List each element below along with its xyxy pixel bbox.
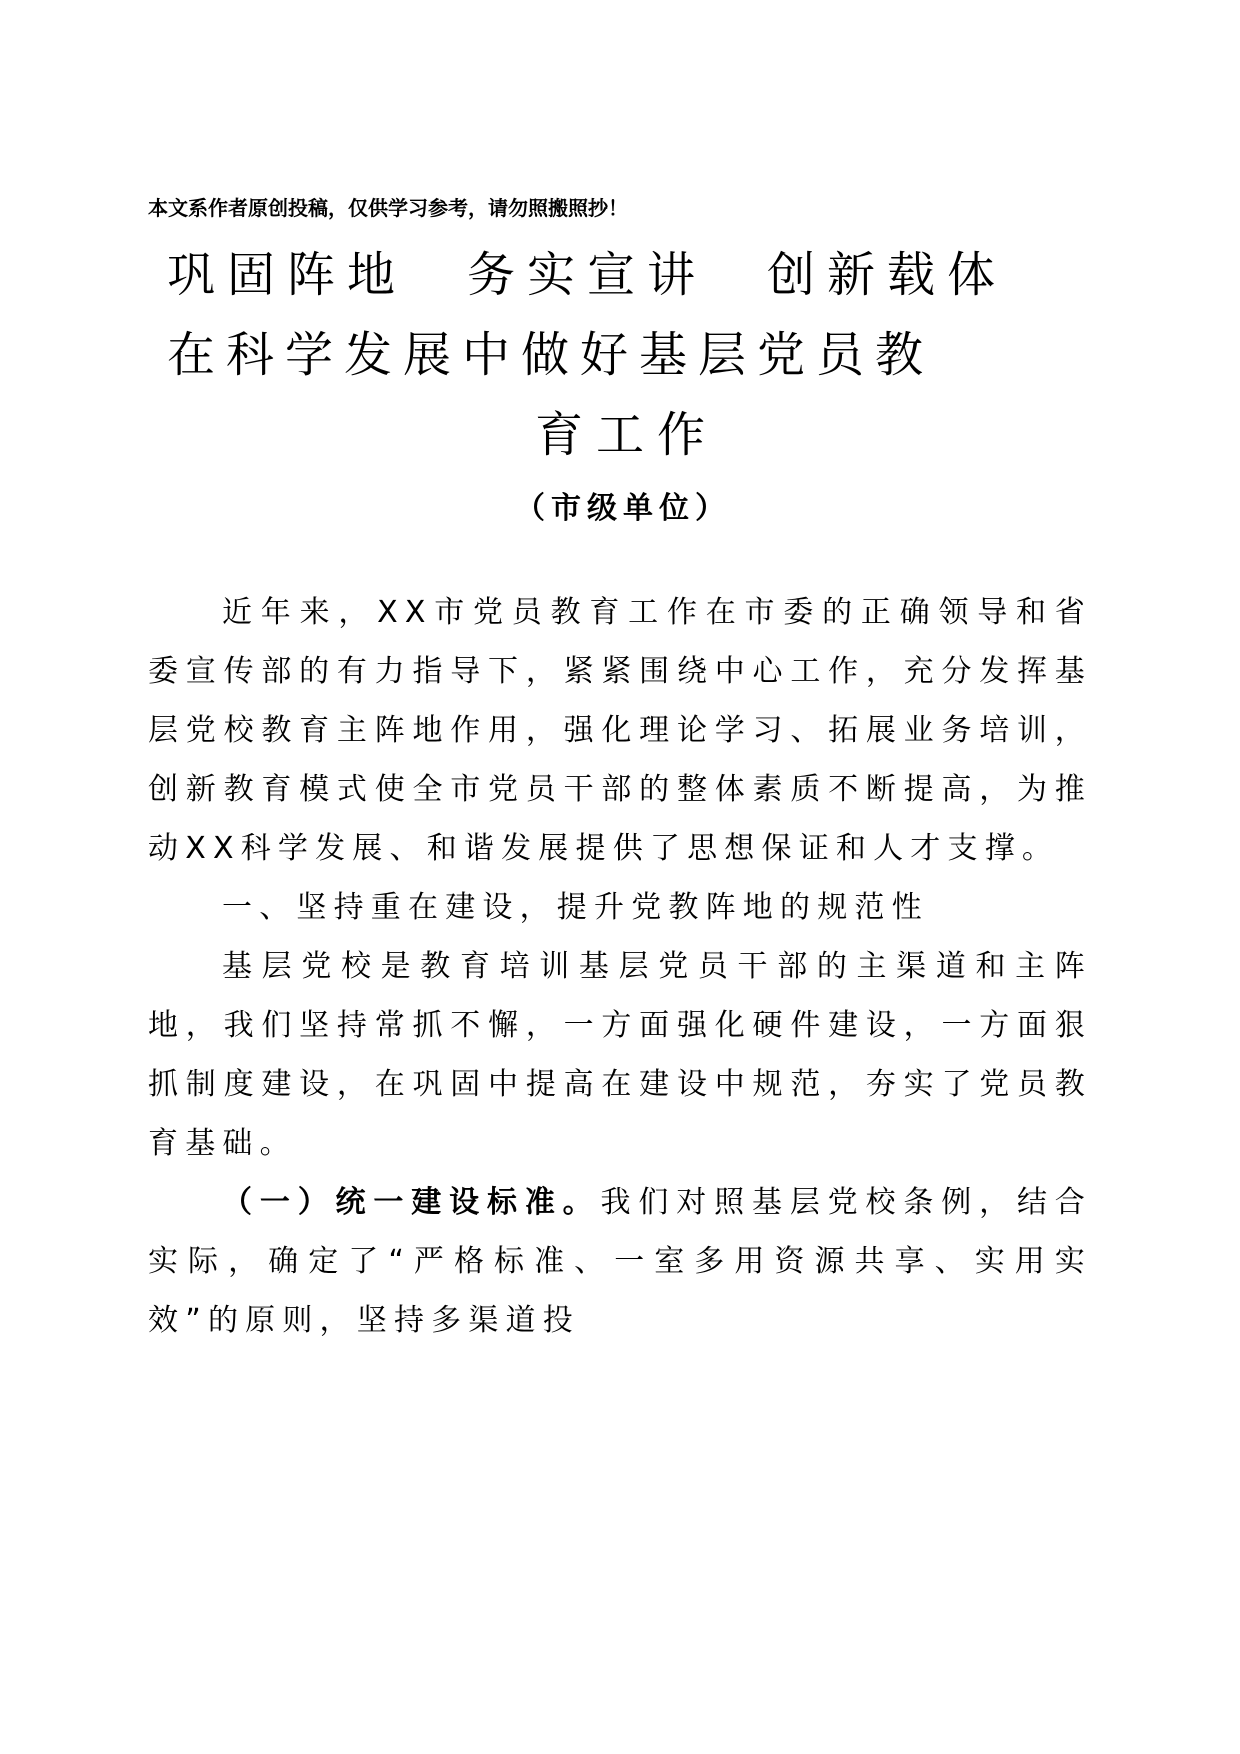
document-title-block <box>148 235 1092 475</box>
paragraph-opening: 近年来，XX市党员教育工作在市委的正确领导和省委宣传部的有力指导下，紧紧围绕中心工作，充分发挥基层党校教育主阵地作用，强化理论学习、拓展业务培训，创新教育模式使全市党员干部的整体素质不断提高，为推动XX科学发展、和谐发展提供了思想保证和人才支撑。 <box>148 595 1092 866</box>
document-title-line-2: 在科学发展中做好基层党员教 <box>167 327 935 383</box>
subsection-heading-one-label: （一）统一建设标准。 <box>222 1185 601 1220</box>
subsection-one-body: 我们对照基层党校条例，结合实际，确定了“严格标准、一室多用资源共享、实用实效”的原则，坚持多渠道投 <box>148 1185 1092 1338</box>
document-body <box>148 583 1092 1350</box>
document-title-line-1: 巩固阵地 务实宣讲 创新载体 <box>167 247 1008 303</box>
paragraph-section-one-intro: 基层党校是教育培训基层党员干部的主渠道和主阵地，我们坚持常抓不懈，一方面强化硬件建设，一方面狠抓制度建设，在巩固中提高在建设中规范，夯实了党员教育基础。 <box>148 949 1092 1161</box>
document-title-line-3: 育工作 <box>534 407 718 463</box>
section-heading-one: 一、坚持重在建设，提升党教阵地的规范性 <box>222 890 929 925</box>
header-disclaimer-note: 本文系作者原创投稿，仅供学习参考，请勿照搬照抄！ <box>148 196 628 220</box>
document-subtitle: （市级单位） <box>515 491 731 526</box>
paragraph-subsection-one <box>148 1173 1092 1350</box>
